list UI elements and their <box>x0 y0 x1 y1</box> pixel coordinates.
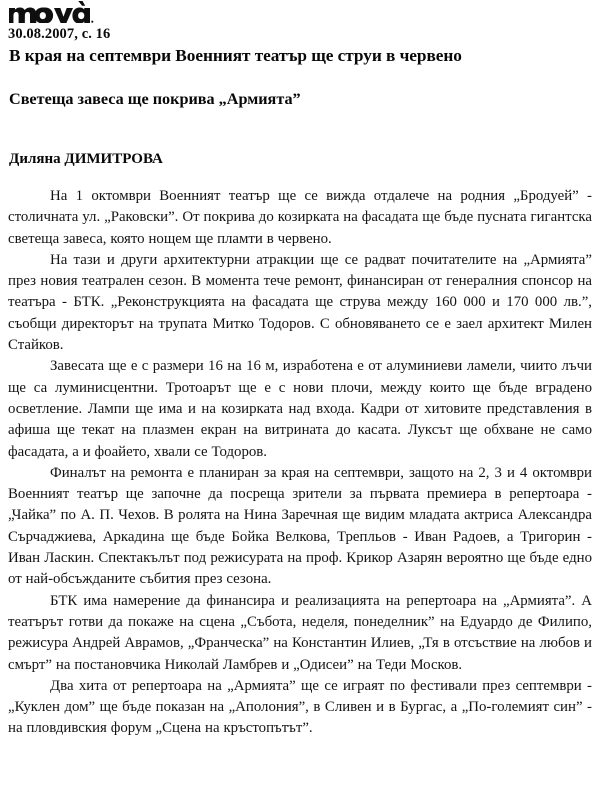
article-paragraph: На 1 октомври Военният театър ще се вижда отдалече на родния „Бродуей” - столичната ул. „Раковски”. От покрива до козирката на фасадата ще бъде пусната гигантска светеща завеса, която нощем ще пламти в червено. <box>8 188 592 247</box>
movo-logo <box>8 1 94 23</box>
article-paragraph: Финалът на ремонта е планиран за края на септември, защото на 2, 3 и 4 октомври Военният театър ще започне да посреща зрители за първата премиера в репертоара -„Чайка” по А. П. Чехов. В ролята на Нина Заречная ще видим младата актриса Александра Сърчаджиева, Аркадина ще бъде Бойка Велкова, Трепльов - Иван Радоев, а Тригорин - Иван Ласкин. Спектакълът под режисурата на проф. Крикор Азарян вероятно ще бъде едно от най-обсъжданите събития през сезона. <box>8 464 592 588</box>
article-body <box>8 186 592 740</box>
article-paragraph: Два хита от репертоара на „Армията” ще се играят по фестивали през септември - „Куклен дом” ще бъде показан на „Аполония”, в Сливен и в Бургас, а „По-големият син” - на пловдивския форум „Сцена на кръстопътът”. <box>8 677 592 737</box>
article-byline: Диляна ДИМИТРОВА <box>9 151 163 167</box>
article-subheadline: Светеща завеса ще покрива „Армията” <box>9 90 301 108</box>
masthead <box>6 0 592 42</box>
article-paragraph: Завесата ще е с размери 16 на 16 м, изработена е от алуминиеви ламели, чиито лъчи ще са луминисцентни. Тротоарът ще е с нови плочи, между които ще бъде вградено осветление. Лампи ще има и на козирката над входа. Кадри от хитовите представления в афиша ще текат на плазмен екран на витрината до касата. Луксът ще обхване не само фасадата, а и фоайето, хвали се Тодоров. <box>8 358 592 460</box>
article-paragraph: БТК има намерение да финансира и реализацията на репертоара на „Армията”. А театърът готви да покаже на сцена „Събота, неделя, понеделник” на Едуардо де Филипо, режисура Андрей Аврамов, „Франческа” на Константин Илиев, „Тя в отсъствие на любов и смърт” на постановчика Николай Ламбрев и „Одисеи” на Теди Москов. <box>8 592 592 673</box>
article-paragraph: На тази и други архитектурни атракции ще се радват почитателите на „Армията” през новия театрален сезон. В момента тече ремонт, финансиран от генералния спонсор на театъра - БТК. „Реконструкцията на фасадата ще струва между 160 000 и 170 000 лв.”, съобщи директорът на трупата Митко Тодоров. С обновяването се е заел архитект Милен Стайков. <box>8 251 592 354</box>
publication-dateline: 30.08.2007, с. 16 <box>8 26 111 42</box>
article-headline: В края на септември Военният театър ще струи в червено <box>9 46 462 65</box>
